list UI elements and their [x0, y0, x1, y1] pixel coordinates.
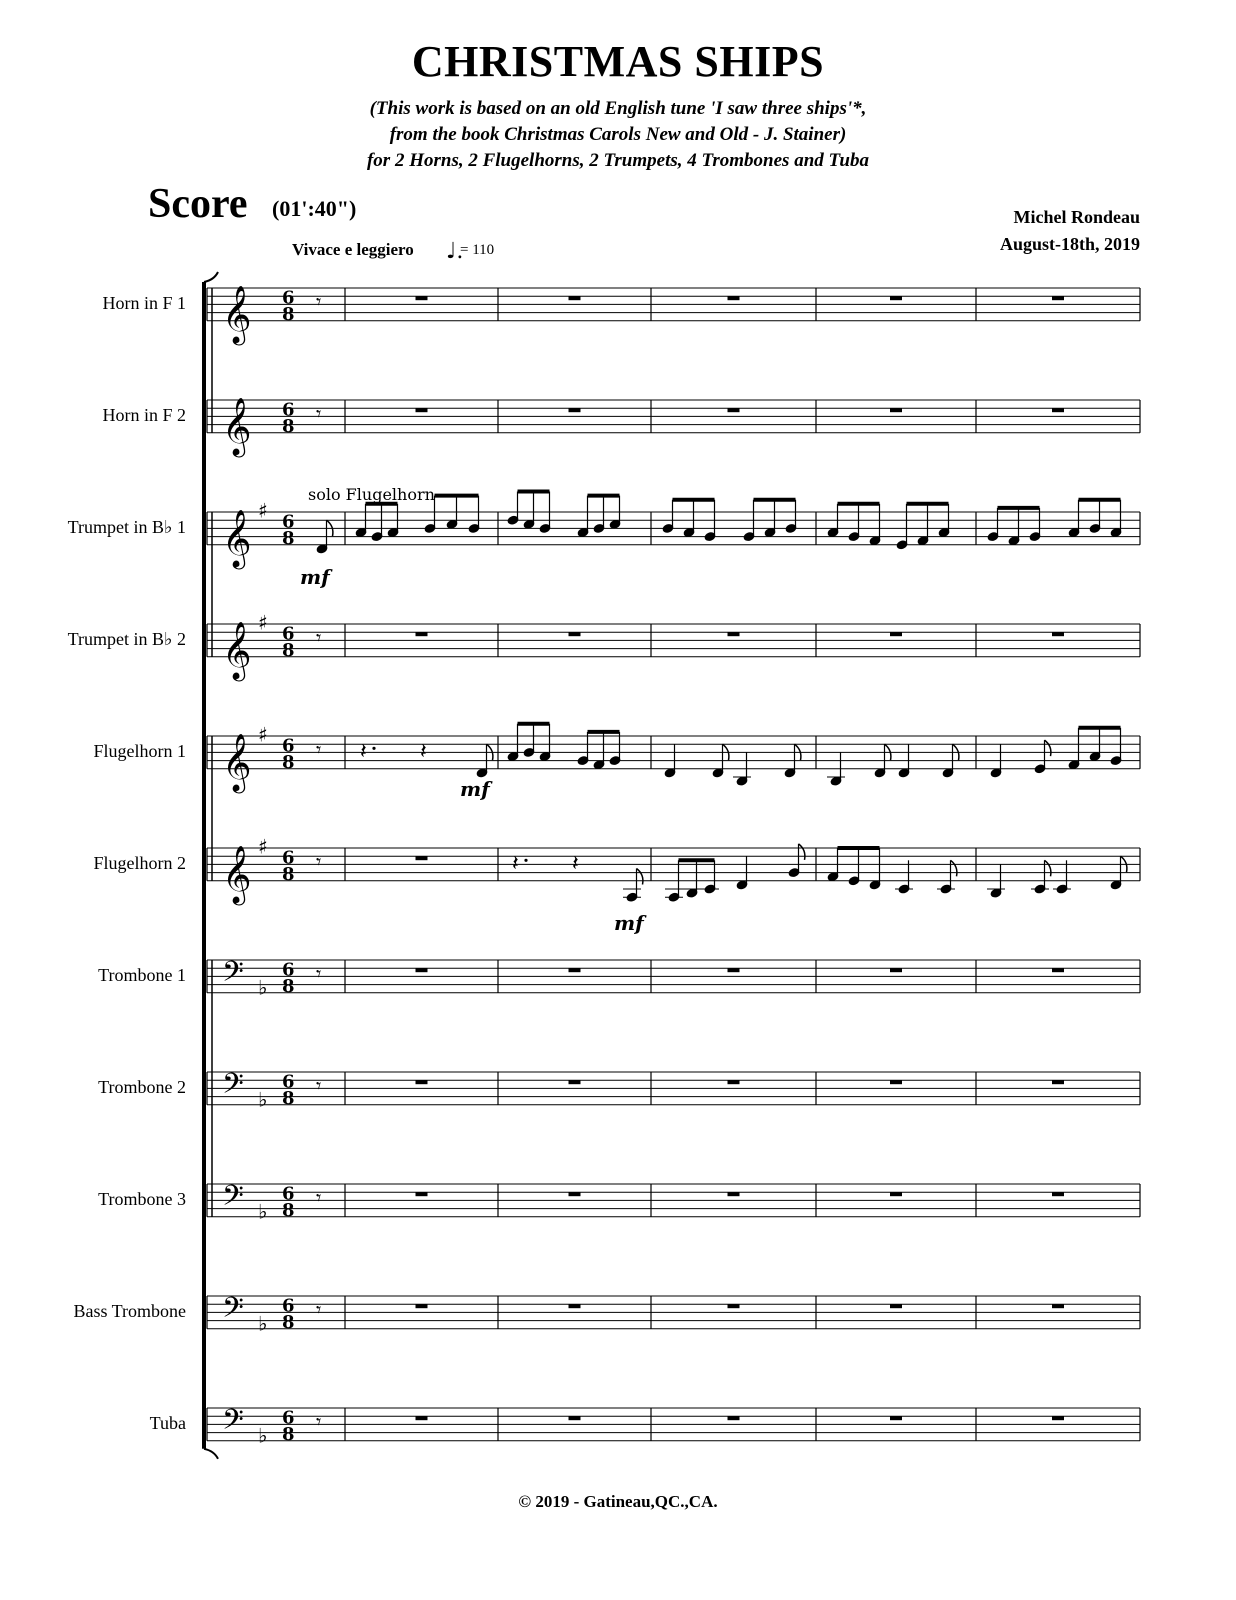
staff	[207, 611, 1140, 682]
quarter-rest: 𝄽	[420, 739, 427, 765]
tempo-value: = 110	[460, 242, 495, 258]
whole-rest	[416, 296, 428, 300]
whole-rest	[1052, 1304, 1064, 1308]
whole-rest	[416, 1304, 428, 1308]
whole-rest	[728, 968, 740, 972]
instrument-label: Trumpet in B♭ 2	[67, 629, 186, 649]
composer-name: Michel Rondeau	[1013, 207, 1140, 227]
whole-rest	[728, 1080, 740, 1084]
time-sig-bottom: 8	[282, 303, 295, 325]
dynamic-mf: mf	[460, 777, 490, 801]
note-flag	[637, 869, 643, 885]
whole-rest	[890, 408, 902, 412]
bass-clef-icon: 𝄢	[222, 1179, 244, 1220]
instrument-label: Horn in F 2	[102, 405, 186, 425]
whole-rest	[1052, 296, 1064, 300]
time-sig-bottom: 8	[282, 1199, 295, 1221]
instrument-label: Flugelhorn 1	[93, 741, 186, 761]
whole-rest	[890, 1416, 902, 1420]
bass-clef-icon: 𝄢	[222, 1291, 244, 1332]
whole-rest	[890, 1080, 902, 1084]
whole-rest	[416, 408, 428, 412]
treble-clef-icon: 𝄞	[222, 508, 252, 567]
treble-clef-icon: 𝄞	[222, 620, 252, 679]
sharp-icon: ♯	[258, 834, 268, 859]
time-sig-top: 6	[282, 1071, 295, 1093]
time-sig-top: 6	[282, 959, 295, 981]
tempo-marking: Vivace e leggiero	[292, 240, 414, 259]
note-flag	[951, 860, 957, 876]
subtitle-line-3: for 2 Horns, 2 Flugelhorns, 2 Trumpets, 4 Trombones and Tuba	[366, 150, 869, 171]
instrument-label: Tuba	[149, 1413, 186, 1433]
subtitle-line-1: (This work is based on an old English tune 'I saw three ships'*,	[369, 98, 867, 119]
time-sig-top: 6	[282, 399, 295, 421]
whole-rest	[1052, 1416, 1064, 1420]
whole-rest	[416, 632, 428, 636]
bass-clef-icon: 𝄢	[222, 1403, 244, 1444]
instrument-label: Bass Trombone	[73, 1301, 186, 1321]
time-sig-top: 6	[282, 287, 295, 309]
whole-rest	[569, 1304, 581, 1308]
instrument-label: Trumpet in B♭ 1	[67, 517, 186, 537]
time-sig-bottom: 8	[282, 863, 295, 885]
eighth-rest: 𝄾	[316, 961, 322, 986]
time-sig-bottom: 8	[282, 975, 295, 997]
whole-rest	[890, 968, 902, 972]
whole-rest	[569, 1080, 581, 1084]
staff	[207, 956, 1140, 1000]
whole-rest	[728, 1304, 740, 1308]
eighth-rest: 𝄾	[316, 1073, 322, 1098]
instrument-label: Trombone 2	[98, 1077, 186, 1097]
flat-icon: ♭	[258, 1199, 268, 1224]
eighth-rest: 𝄾	[316, 849, 322, 874]
eighth-rest: 𝄾	[316, 1409, 322, 1434]
whole-rest	[1052, 408, 1064, 412]
instrument-label: Trombone 1	[98, 965, 186, 985]
score-title: CHRISTMAS SHIPS	[411, 37, 825, 86]
quarter-rest: 𝄽	[572, 851, 579, 877]
whole-rest	[1052, 632, 1064, 636]
flat-icon: ♭	[258, 1087, 268, 1112]
eighth-rest: 𝄾	[316, 289, 322, 314]
time-sig-bottom: 8	[282, 1087, 295, 1109]
whole-rest	[569, 408, 581, 412]
whole-rest	[569, 1192, 581, 1196]
whole-rest	[1052, 1080, 1064, 1084]
whole-rest	[1052, 1192, 1064, 1196]
time-sig-bottom: 8	[282, 751, 295, 773]
whole-rest	[728, 296, 740, 300]
eighth-rest: 𝄾	[316, 1297, 322, 1322]
time-sig-bottom: 8	[282, 639, 295, 661]
eighth-rest: 𝄾	[316, 1185, 322, 1210]
eighth-rest: 𝄾	[316, 737, 322, 762]
whole-rest	[890, 296, 902, 300]
flat-icon: ♭	[258, 1311, 268, 1336]
time-sig-bottom: 8	[282, 1423, 295, 1445]
time-sig-top: 6	[282, 511, 295, 533]
whole-rest	[890, 1192, 902, 1196]
subtitle-line-2: from the book Christmas Carols New and Old - J. Stainer)	[389, 124, 847, 145]
quarter-rest: 𝄽	[360, 739, 367, 765]
tempo-note-icon: ♩.	[446, 239, 464, 264]
sharp-icon: ♯	[258, 610, 268, 635]
treble-clef-icon: 𝄞	[222, 396, 252, 455]
instrument-label: Trombone 3	[98, 1189, 186, 1209]
whole-rest	[569, 968, 581, 972]
note-flag	[1045, 740, 1051, 756]
solo-flugelhorn-text: solo Flugelhorn	[308, 485, 435, 504]
whole-rest	[890, 1304, 902, 1308]
time-sig-bottom: 8	[282, 527, 295, 549]
whole-rest	[728, 408, 740, 412]
time-sig-top: 6	[282, 1295, 295, 1317]
bass-clef-icon: 𝄢	[222, 1067, 244, 1108]
whole-rest	[416, 1080, 428, 1084]
eighth-rest: 𝄾	[316, 625, 322, 650]
whole-rest	[890, 632, 902, 636]
whole-rest	[728, 1192, 740, 1196]
flat-icon: ♭	[258, 1423, 268, 1448]
quarter-rest: 𝄽	[512, 851, 519, 877]
time-sig-top: 6	[282, 1407, 295, 1429]
treble-clef-icon: 𝄞	[222, 844, 252, 903]
flat-icon: ♭	[258, 975, 268, 1000]
eighth-rest: 𝄾	[316, 401, 322, 426]
instrument-label: Flugelhorn 2	[93, 853, 186, 873]
sharp-icon: ♯	[258, 498, 268, 523]
staff	[207, 1068, 1140, 1112]
dynamic-mf: mf	[614, 911, 644, 935]
whole-rest	[728, 632, 740, 636]
composition-date: August-18th, 2019	[999, 234, 1140, 254]
whole-rest	[1052, 968, 1064, 972]
whole-rest	[569, 296, 581, 300]
time-sig-top: 6	[282, 735, 295, 757]
bass-clef-icon: 𝄢	[222, 955, 244, 996]
note-flag	[799, 844, 805, 860]
duration-label: (01':40")	[272, 196, 357, 221]
instrument-label: Horn in F 1	[102, 293, 186, 313]
time-sig-top: 6	[282, 1183, 295, 1205]
whole-rest	[416, 1192, 428, 1196]
whole-rest	[569, 632, 581, 636]
staff	[207, 1292, 1140, 1336]
time-sig-top: 6	[282, 623, 295, 645]
treble-clef-icon: 𝄞	[222, 732, 252, 791]
staff	[207, 285, 1140, 346]
sharp-icon: ♯	[258, 722, 268, 747]
time-sig-bottom: 8	[282, 415, 295, 437]
copyright-footer: © 2019 - Gatineau,QC.,CA.	[518, 1492, 718, 1511]
note-flag	[1045, 860, 1051, 876]
staff	[207, 1180, 1140, 1224]
whole-rest	[728, 1416, 740, 1420]
bracket-top	[204, 272, 218, 282]
bracket-bottom	[204, 1449, 218, 1459]
staff	[207, 1404, 1140, 1448]
time-sig-bottom: 8	[282, 1311, 295, 1333]
whole-rest	[416, 1416, 428, 1420]
time-sig-top: 6	[282, 847, 295, 869]
dynamic-mf: mf	[300, 565, 330, 589]
whole-rest	[569, 1416, 581, 1420]
score-label: Score	[148, 181, 248, 227]
whole-rest	[416, 968, 428, 972]
staff	[207, 397, 1140, 458]
treble-clef-icon: 𝄞	[222, 284, 252, 343]
whole-rest	[416, 856, 428, 860]
